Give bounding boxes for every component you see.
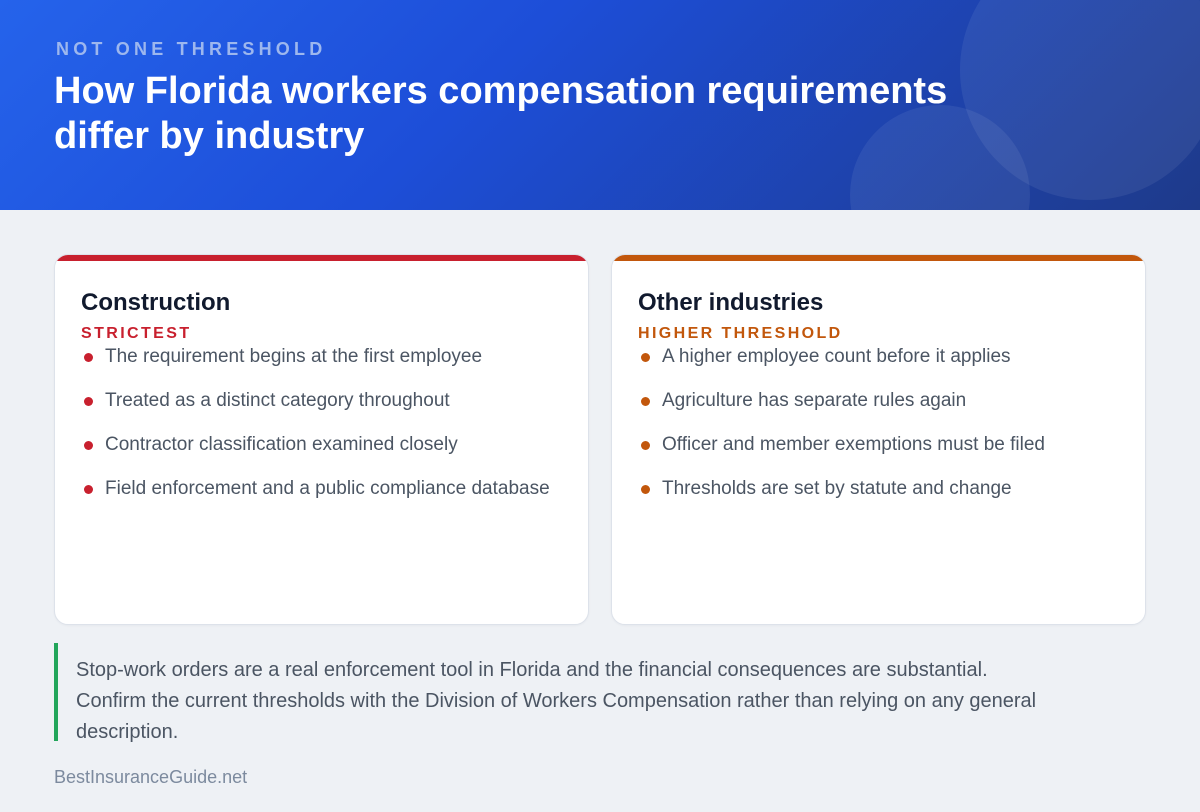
list-item [638, 475, 1108, 503]
list-item-text: Contractor classification examined closely [105, 434, 458, 455]
card-tag: HIGHER THRESHOLD [638, 325, 843, 342]
list-item-text: The requirement begins at the first employee [105, 346, 483, 367]
list-item-text: Field enforcement and a public compliance database [105, 478, 550, 499]
list-item [638, 387, 1108, 415]
bullet-icon [641, 441, 650, 450]
card-title: Other industries [638, 289, 824, 316]
list-item [81, 475, 551, 503]
page-title: How Florida workers compensation requirements differ by industry [54, 70, 948, 157]
bullet-icon [641, 485, 650, 494]
header-banner [0, 0, 1200, 210]
list-item [81, 431, 551, 459]
card-accent-bar [55, 255, 588, 261]
list-item-text: Thresholds are set by statute and change [662, 478, 1012, 499]
callout-note: Stop-work orders are a real enforcement tool in Florida and the financial consequences are substantial. Confirm the current thresholds with the Division of Workers Compensation rather than relying on any general description. [54, 643, 1054, 741]
card-accent-bar [612, 255, 1145, 261]
list-item-text: A higher employee count before it applies [662, 346, 1011, 367]
bullet-icon [84, 485, 93, 494]
list-item [638, 343, 1108, 371]
list-item-text: Treated as a distinct category throughout [105, 390, 450, 411]
list-item [81, 343, 551, 371]
card-tag: STRICTEST [81, 325, 192, 342]
bullet-icon [84, 353, 93, 362]
card-title: Construction [81, 289, 231, 316]
card-other-industries [611, 254, 1146, 625]
footer-brand: BestInsuranceGuide.net [54, 767, 248, 787]
eyebrow-label: NOT ONE THRESHOLD [56, 39, 327, 59]
list-item-text: Agriculture has separate rules again [662, 390, 967, 411]
bullet-icon [641, 397, 650, 406]
list-item-text: Officer and member exemptions must be filed [662, 434, 1045, 455]
bullet-icon [84, 441, 93, 450]
card-list [638, 343, 1108, 519]
bullet-icon [84, 397, 93, 406]
bullet-icon [641, 353, 650, 362]
card-construction [54, 254, 589, 625]
list-item [638, 431, 1108, 459]
card-list [81, 343, 551, 519]
list-item [81, 387, 551, 415]
